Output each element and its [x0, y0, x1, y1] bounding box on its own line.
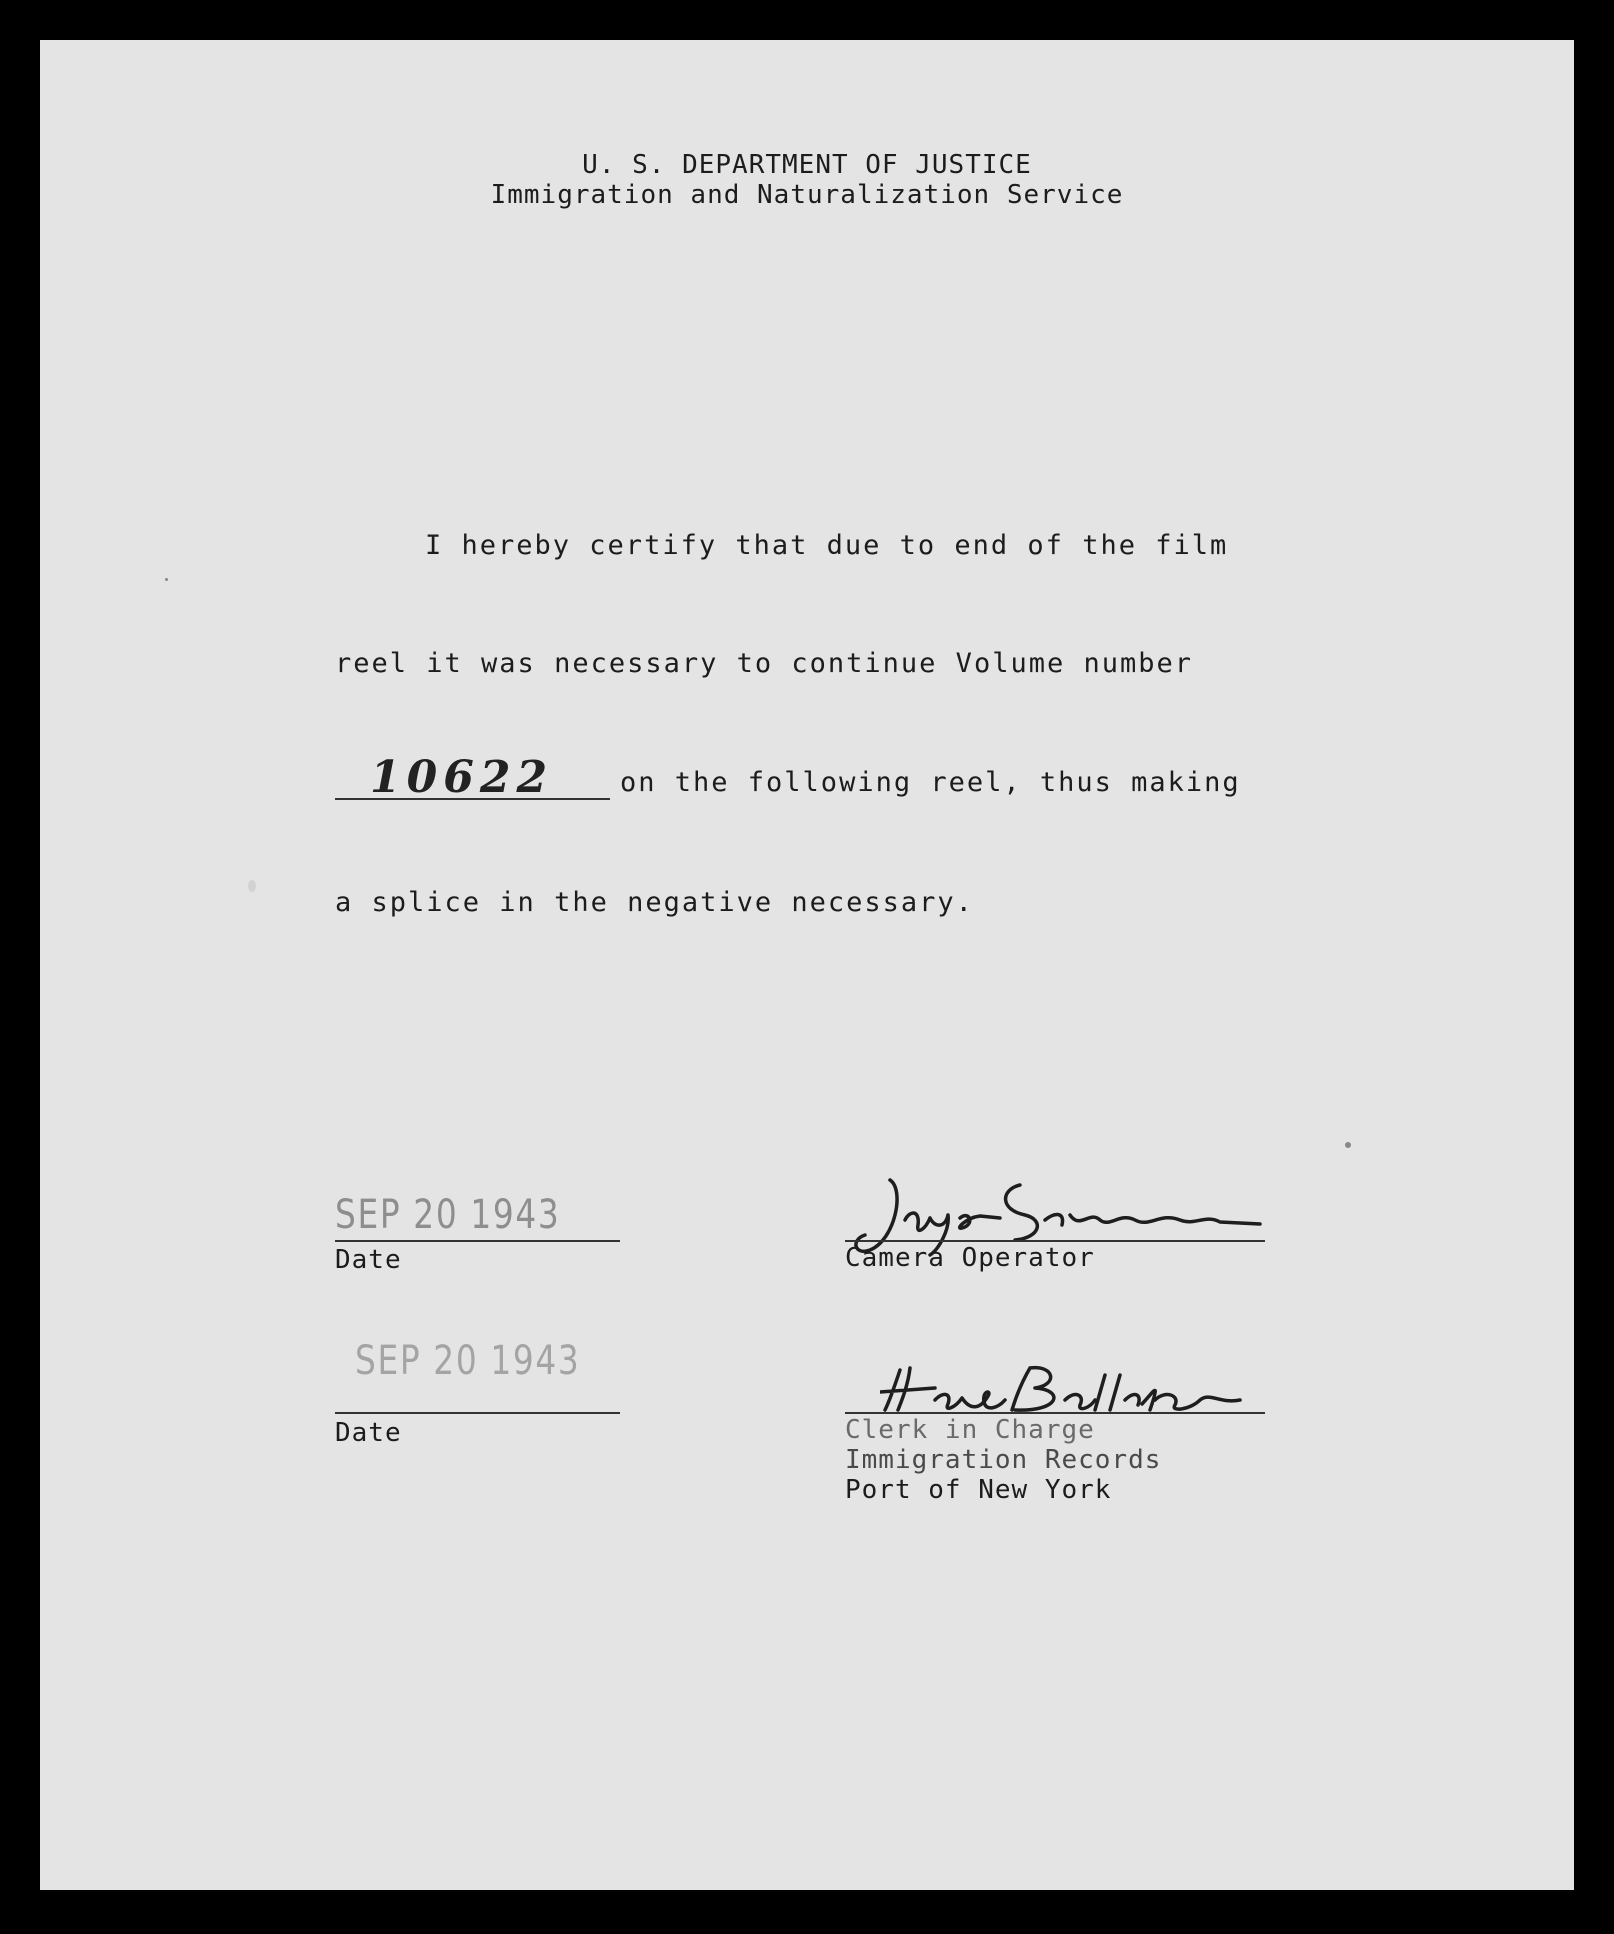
- paper-speck: [1345, 1142, 1351, 1148]
- certificate-line-1: I hereby certify that due to end of the film: [425, 530, 1229, 561]
- camera-operator-line: [845, 1240, 1265, 1242]
- clerk-title-line-1: Clerk in Charge: [845, 1415, 1095, 1445]
- service-heading: Immigration and Naturalization Service: [490, 180, 1124, 210]
- clerk-title-line-2: Immigration Records: [845, 1445, 1162, 1475]
- date-line-camera: [335, 1240, 620, 1242]
- clerk-line: [845, 1412, 1265, 1414]
- clerk-signature: [880, 1360, 1280, 1420]
- volume-number: 10622: [370, 752, 554, 803]
- document-page: [40, 40, 1574, 1890]
- paper-speck: [248, 880, 256, 892]
- agency-heading: U. S. DEPARTMENT OF JUSTICE: [582, 150, 1032, 180]
- date-stamp-clerk: SEP 20 1943: [355, 1338, 581, 1384]
- certificate-line-4: a splice in the negative necessary.: [335, 887, 974, 918]
- date-label-camera: Date: [335, 1245, 402, 1275]
- camera-operator-label: Camera Operator: [845, 1243, 1095, 1273]
- date-label-clerk: Date: [335, 1418, 402, 1448]
- clerk-title-line-3: Port of New York: [845, 1475, 1112, 1505]
- date-stamp-camera: SEP 20 1943: [335, 1192, 561, 1238]
- paper-speck: [165, 578, 168, 581]
- certificate-line-2: reel it was necessary to continue Volume number: [335, 648, 1194, 679]
- certificate-line-3: on the following reel, thus making: [620, 767, 1241, 798]
- date-line-clerk: [335, 1412, 620, 1414]
